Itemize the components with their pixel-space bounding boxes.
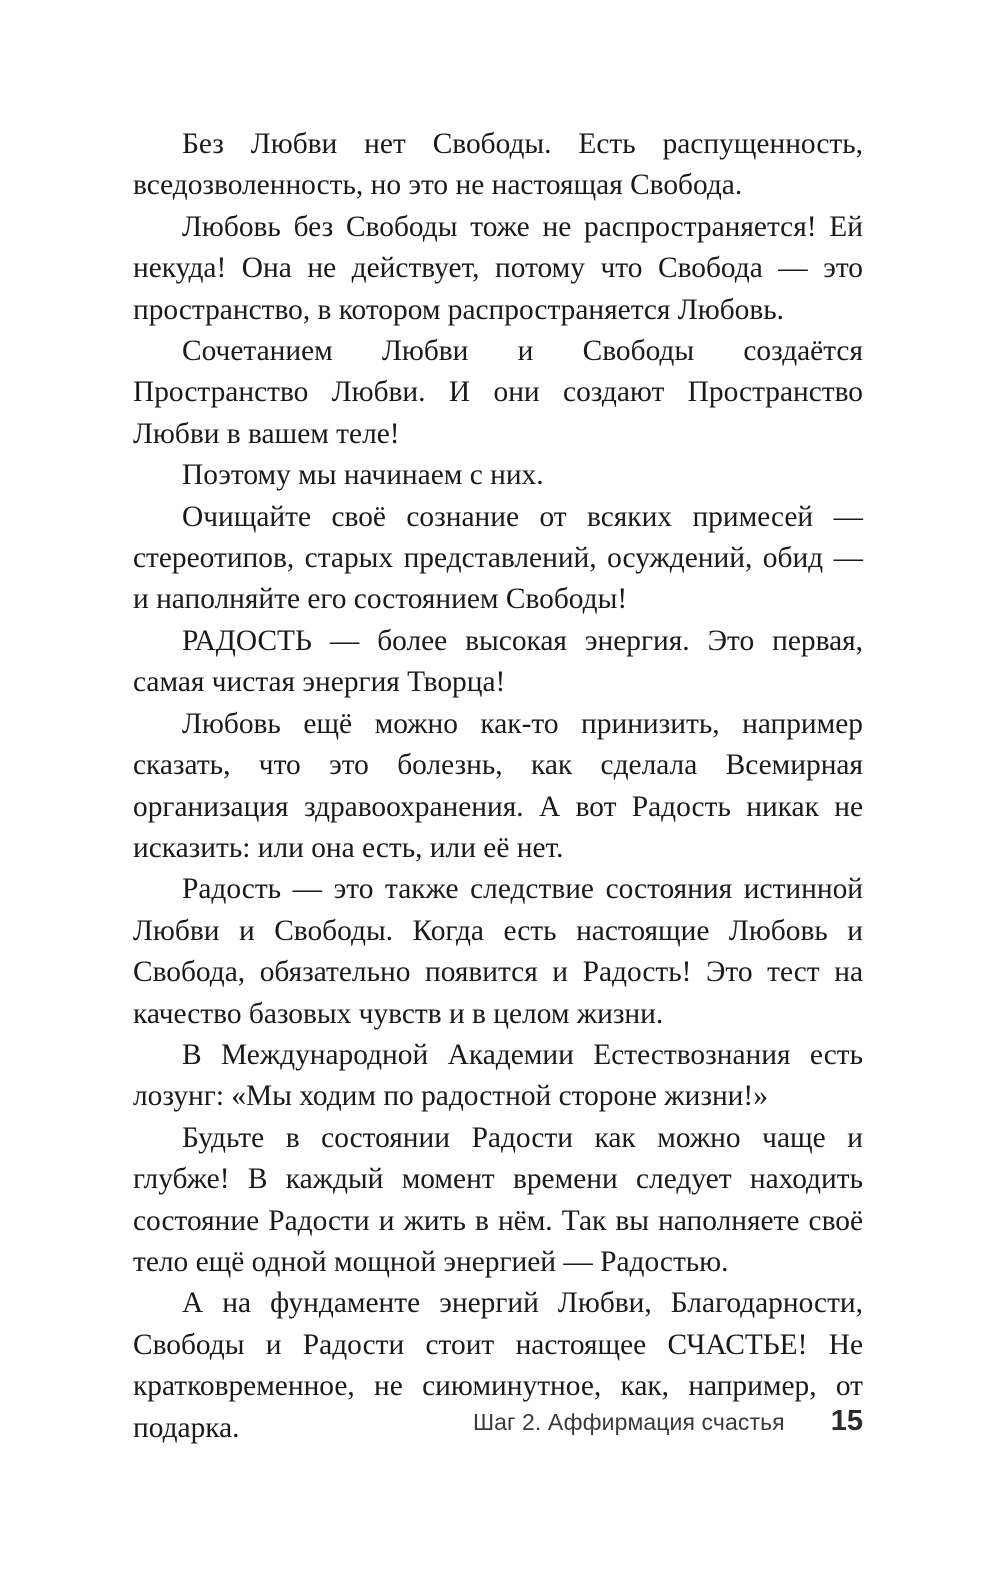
body-text [133,124,863,1449]
paragraph: Радость — это также следствие состояния истинной Любви и Свободы. Когда есть настоящие Любовь и Свобода, обязательно появится и Радость! Это тест на качество базовых чувств и в целом жизни. [133,873,863,1030]
paragraph: Очищайте своё сознание от всяких примесей — стереотипов, старых представлений, осуждений, обид — и наполняйте его состоянием Свободы! [133,500,863,616]
paragraph: Поэтому мы начинаем с них. [182,459,544,492]
paragraph: А на фундаменте энергий Любви, Благодарности, Свободы и Радости стоит настоящее СЧАСТЬЕ! Не кратковременное, не сиюминутное, как, например, от подарка. [133,1287,863,1444]
paragraph: Любовь без Свободы тоже не распространяется! Ей некуда! Она не действует, потому что Свобода — это пространство, в котором распространяется Любовь. [133,210,863,326]
running-head: Шаг 2. Аффирмация счастья [472,1409,785,1435]
paragraph: В Международной Академии Естествознания есть лозунг: «Мы ходим по радостной стороне жизни!» [133,1038,863,1113]
paragraph: Сочетанием Любви и Свободы создаётся Пространство Любви. И они создают Пространство Любви в вашем теле! [133,335,863,450]
paragraph: Без Любви нет Свободы. Есть распущенность, вседозволенность, но это не настоящая Свобода. [133,128,863,202]
page-number: 15 [830,1405,863,1437]
paragraph: Будьте в состоянии Радости как можно чаще и глубже! В каждый момент времени следует находить состояние Радости и жить в нём. Так вы наполняете своё тело ещё одной мощной энергией — Радостью. [133,1121,863,1278]
paragraph: Любовь ещё можно как-то принизить, например сказать, что это болезнь, как сделала Всемирная организация здравоохранения. А вот Радость никак не исказить: или она есть, или её нет. [133,707,863,864]
page-footer [133,1405,863,1449]
paragraph: РАДОСТЬ — более высокая энергия. Это первая, самая чистая энергия Творца! [133,624,863,699]
